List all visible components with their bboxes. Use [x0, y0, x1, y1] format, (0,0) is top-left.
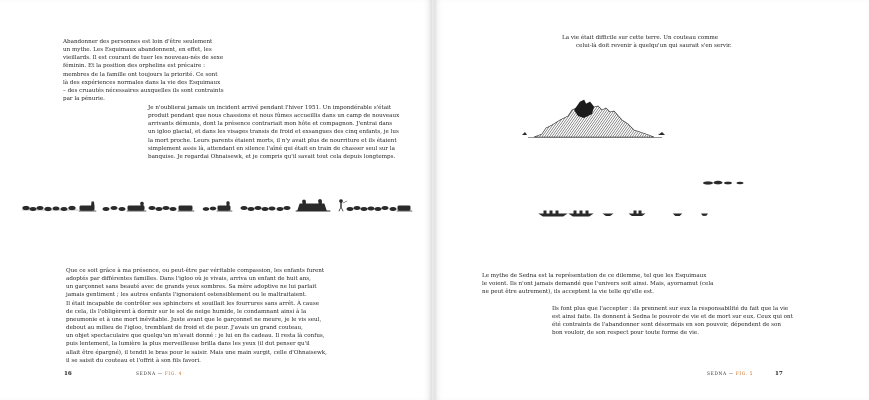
- text-line: de cela, ils l'obligèrent à dormir sur le sol de neige humide, le condamnant ainsi à la: [66, 308, 307, 315]
- text-line: bon vouloir, de son respect pour toute forme de vie.: [552, 330, 699, 337]
- text-line: féminin. Et la position des orphelins est précaire :: [63, 63, 206, 70]
- text-line: puis lentement, la lumière la plus merveilleuse brilla dans les yeux (il dut penser qu'il: [66, 341, 310, 348]
- kayaks: [540, 211, 707, 216]
- text-line: arrivants démunis, dont la présence contrariait mon hôte et compagnon. J'entrai dans: [148, 121, 393, 128]
- text-line: banquise. Je regardai Ohnaisewk, et je compris qu'il savait tout cela depuis longtemps.: [148, 153, 396, 160]
- text-line: un igloo glacial, et dans les visages transis de froid et exsangues des cinq enfants, je lus: [148, 129, 399, 136]
- text-line: produit pendant que nous chassions et nous fûmes accueillis dans un camp de nouveaux: [148, 113, 400, 120]
- left-page: [0, 0, 432, 400]
- text-line: debout au milieu de l'igloo, tremblant de froid et de peur. J'avais un grand couteau,: [66, 325, 303, 332]
- right-paragraph-2: [482, 272, 713, 296]
- text-line: Que ce soit grâce à ma présence, ou peut-être par véritable compassion, les enfants furent: [66, 268, 325, 274]
- text-line: pneumonie et à une mort inévitable. Juste avant que le garçonnet ne meure, je le vis seul,: [66, 316, 322, 323]
- iceberg-shape: [528, 100, 662, 138]
- text-line: La vie était difficile sur cette terre. Un couteau comme: [562, 35, 719, 41]
- text-line: la mort proche. Leurs parents étaient morts, il n'y avait plus de nourriture et ils étaient: [148, 137, 397, 144]
- text-line: un objet spectaculaire que quelqu'un m'avait donné : je lui en fis cadeau. Il resta là confus,: [66, 333, 325, 340]
- text-line: par la pénurie.: [63, 96, 105, 103]
- text-line: ne peut être autrement), ils acceptent la vie telle qu'elle est.: [482, 289, 654, 296]
- running-head-left: SEDNA — FIG. 4: [136, 372, 183, 377]
- text-line: Ils font plus que l'accepter : ils prennent sur eux la responsabilité du fait que la vie: [552, 306, 789, 312]
- text-line: un mythe. Les Esquimaux abandonnent, en effet, les: [63, 47, 212, 54]
- running-head-figure: FIG. 5: [735, 372, 754, 377]
- text-line: le voient. Ils n'ont jamais demandé que l'univers soit ainsi. Mais, ayornamut (cela: [482, 281, 714, 288]
- text-line: – des cruautés nécessaires auxquelles ils sont contraints: [63, 87, 224, 94]
- running-head-title: SEDNA: [136, 372, 156, 377]
- text-line: allait être épargné), il tendit le bras pour le saisir. Mais une main surgit, celle d'Ohnaisewk,: [66, 349, 327, 356]
- right-paragraph-1: [562, 34, 732, 50]
- text-line: Le mythe de Sedna est la représentation de ce dilemme, tel que les Esquimaux: [482, 273, 707, 279]
- text-line: vieillards. Il est courant de tuer les nouveau-nés de sexe: [63, 55, 224, 62]
- left-paragraph-2: [148, 104, 399, 161]
- text-line: là des expériences normales dans la vie des Esquimaux: [63, 79, 221, 86]
- left-paragraph-1: [63, 38, 224, 103]
- iceberg-and-kayaks-illustration: [534, 92, 834, 222]
- dog-sled-procession-illustration: [0, 190, 432, 230]
- left-paragraph-3: [66, 267, 327, 365]
- right-paragraph-3: [552, 305, 793, 338]
- running-head-title: SEDNA: [707, 372, 727, 377]
- page-number-right: 17: [775, 371, 783, 377]
- text-line: jamais gentiment ; les autres enfants l'ignoraient ostensiblement ou le maltraitaient.: [66, 292, 307, 299]
- text-line: simplement assis là, attendant en silence l'aîné qui était en train de chasser seul sur la: [148, 145, 396, 152]
- text-line: celui-là doit revenir à quelqu'un qui saurait s'en servir.: [576, 43, 732, 50]
- text-line: est ainsi faite. Ils donnent à Sedna le pouvoir de vie et de mort sur eux. Ceux qui ont: [552, 314, 793, 321]
- text-line: Abandonner des personnes est loin d'être seulement: [63, 39, 213, 45]
- running-head-figure: FIG. 4: [164, 372, 183, 377]
- right-page: [434, 0, 869, 400]
- text-line: membres de la famille ont toujours la priorité. Ce sont: [63, 71, 218, 78]
- text-line: un garçonnet sans beauté avec de grands yeux sombres. Sa mère adoptive ne lui parlait: [66, 284, 317, 291]
- text-line: adoptés par différentes familles. Dans l'igloo où je vivais, arriva un enfant de huit ans,: [66, 276, 311, 283]
- page-number-left: 16: [64, 371, 72, 377]
- running-head-right: SEDNA — FIG. 5: [707, 372, 754, 377]
- text-line: été contraints de l'abandonner sont désormais en son pouvoir, dépendent de son: [552, 322, 782, 329]
- text-line: Il était incapable de contrôler ses sphincters et souillait les fourrures sans arrêt. À cause: [66, 300, 320, 307]
- text-line: il se saisit du couteau et l'offrit à son fils favori.: [66, 357, 201, 364]
- text-line: Je n'oublierai jamais un incident arrivé pendant l'hiver 1951. Un impondérable s'était: [148, 105, 392, 111]
